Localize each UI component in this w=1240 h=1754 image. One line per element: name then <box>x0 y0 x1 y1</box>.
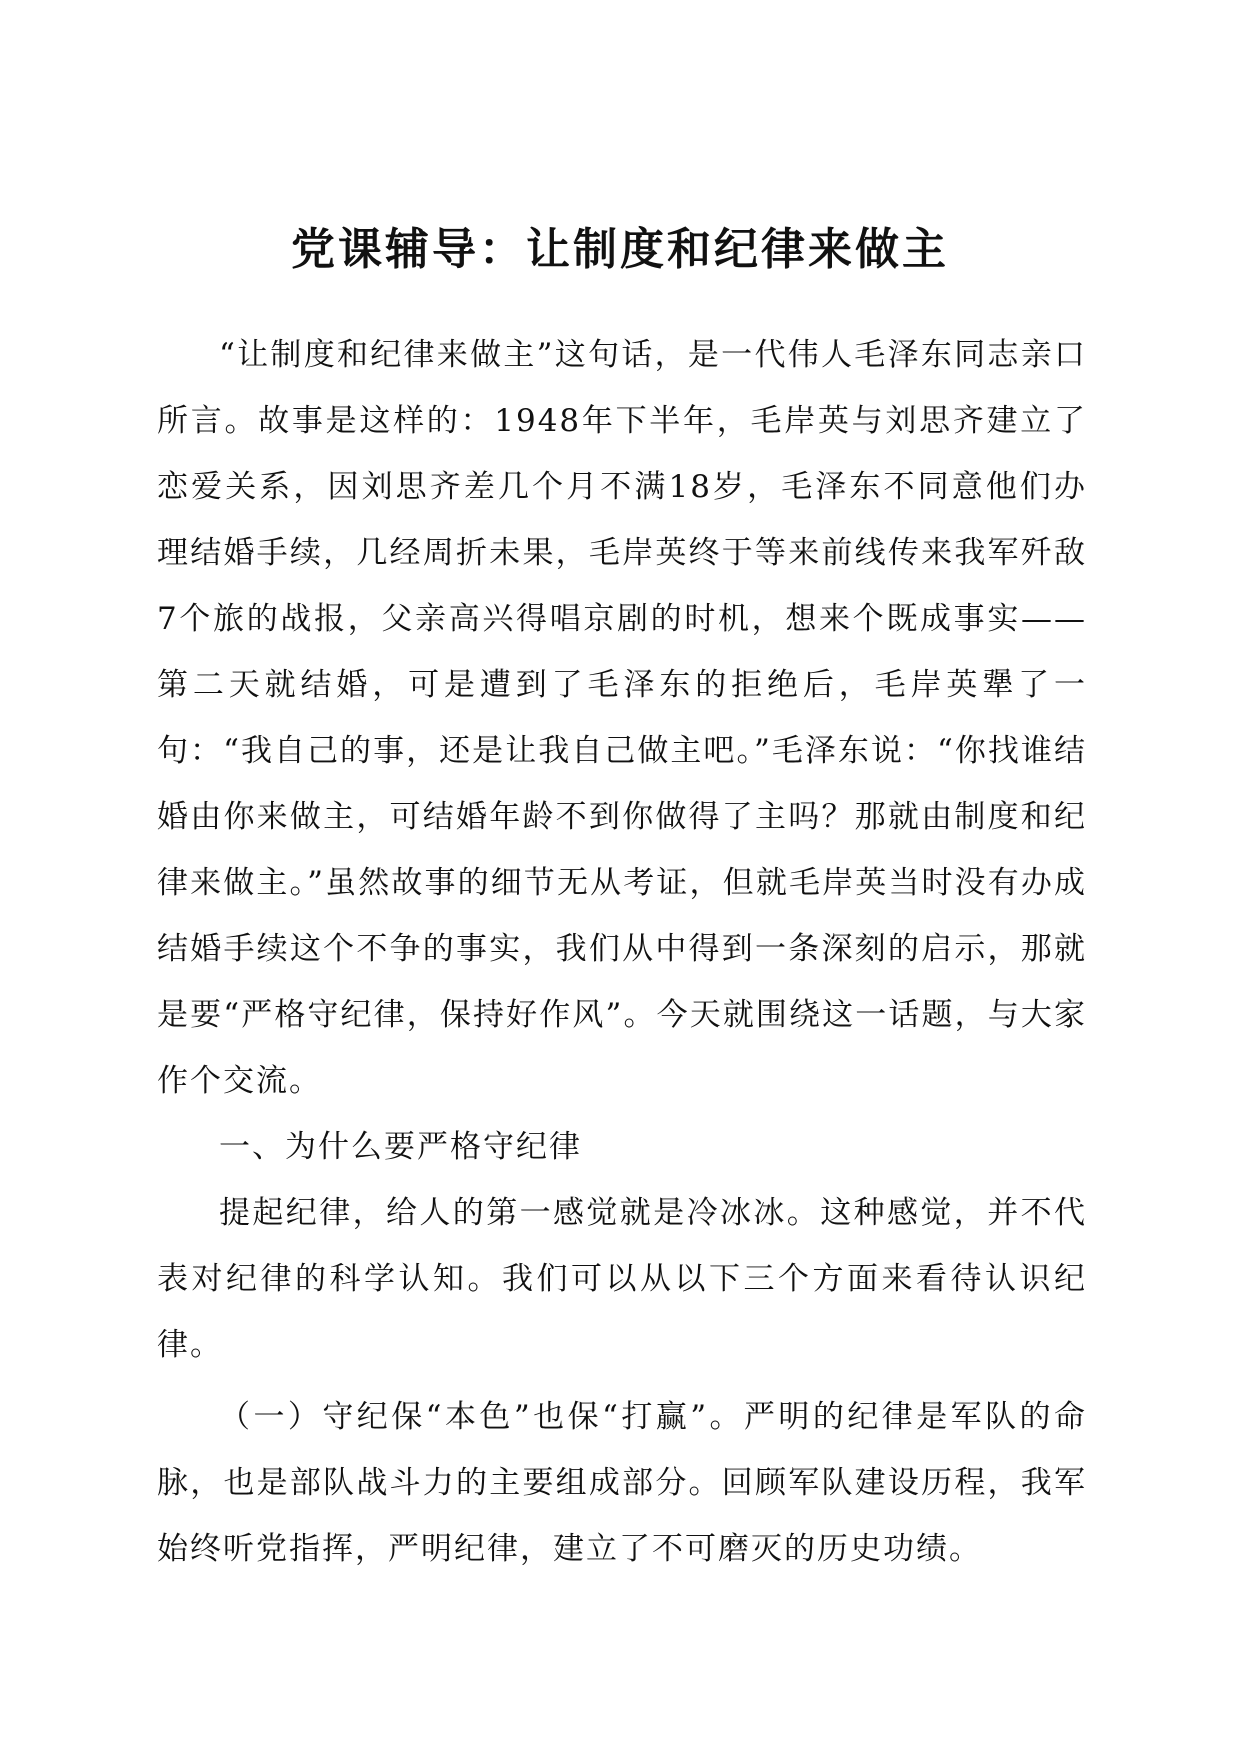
section-heading: 一、为什么要严格守纪律 <box>219 1129 582 1165</box>
document-title: 党课辅导：让制度和纪律来做主 <box>291 224 949 275</box>
subsection-paragraph: （一）守纪保“本色”也保“打赢”。严明的纪律是军队的命脉，也是部队战斗力的主要组成部分。回顾军队建设历程，我军始终听党指挥，严明纪律，建立了不可磨灭的历史功绩。 <box>157 1399 1087 1567</box>
intro-paragraph: “让制度和纪律来做主”这句话，是一代伟人毛泽东同志亲口所言。故事是这样的：1948年下半年，毛岸英与刘思齐建立了恋爱关系，因刘思齐差几个月不满18岁，毛泽东不同意他们办理结婚手续，几经周折未果，毛岸英终于等来前线传来我军歼敌7个旅的战报，父亲高兴得唱京剧的时机，想来个既成事实——第二天就结婚，可是遭到了毛泽东的拒绝后，毛岸英犟了一句：“我自己的事，还是让我自己做主吧。”毛泽东说：“你找谁结婚由你来做主，可结婚年龄不到你做得了主吗？那就由制度和纪律来做主。”虽然故事的细节无从考证，但就毛岸英当时没有办成结婚手续这个不争的事实，我们从中得到一条深刻的启示，那就是要“严格守纪律，保持好作风”。今天就围绕这一话题，与大家作个交流。 <box>157 337 1087 1099</box>
body-paragraph: 提起纪律，给人的第一感觉就是冷冰冰。这种感觉，并不代表对纪律的科学认知。我们可以从以下三个方面来看待认识纪律。 <box>157 1195 1087 1363</box>
document-body <box>157 322 1087 1582</box>
